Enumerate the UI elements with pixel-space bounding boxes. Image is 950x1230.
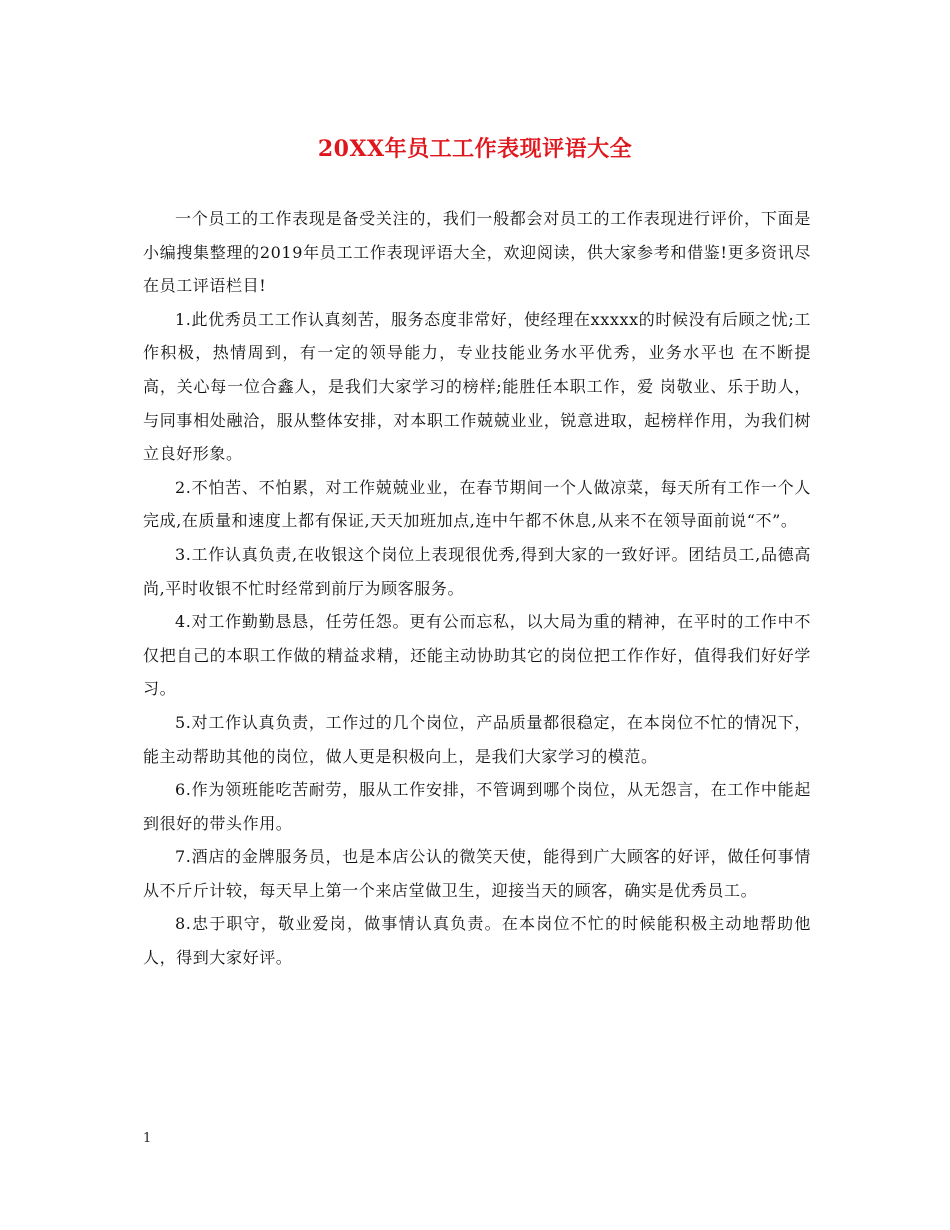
comment-paragraph-7: 7.酒店的金牌服务员，也是本店公认的微笑天使，能得到广大顾客的好评，做任何事情从不斤斤计较，每天早上第一个来店堂做卫生，迎接当天的顾客，确实是优秀员工。 — [143, 847, 811, 900]
intro-paragraph: 一个员工的工作表现是备受关注的，我们一般都会对员工的工作表现进行评价，下面是小编搜集整理的2019年员工工作表现评语大全，欢迎阅读，供大家参考和借鉴!更多资讯尽在员工评语栏目! — [143, 209, 811, 296]
comment-paragraph-4: 4.对工作勤勤恳恳，任劳任怨。更有公而忘私，以大局为重的精神，在平时的工作中不仅把自己的本职工作做的精益求精，还能主动协助其它的岗位把工作作好，值得我们好好学习。 — [143, 612, 811, 699]
page-number: 1 — [143, 1131, 152, 1146]
comment-paragraph-8: 8.忠于职守，敬业爱岗，做事情认真负责。在本岗位不忙的时候能积极主动地帮助他人，得到大家好评。 — [143, 914, 811, 968]
comment-paragraph-5: 5.对工作认真负责，工作过的几个岗位，产品质量都很稳定，在本岗位不忙的情况下，能主动帮助其他的岗位，做人更是积极向上，是我们大家学习的模范。 — [143, 712, 811, 766]
document-body — [143, 202, 811, 975]
document-title: 20XX年员工工作表现评语大全 — [317, 136, 633, 162]
comment-paragraph-3: 3.工作认真负责,在收银这个岗位上表现很优秀,得到大家的一致好评。团结员工,品德高尚,平时收银不忙时经常到前厅为顾客服务。 — [143, 544, 811, 598]
comment-paragraph-1: 1.此优秀员工工作认真刻苦，服务态度非常好，使经理在xxxxx的时候没有后顾之忧;工作积极，热情周到，有一定的领导能力，专业技能业务水平优秀，业务水平也 在不断提高，关心每一位合鑫人，是我们大家学习的榜样;能胜任本职工作，爱 岗敬业、乐于助人，与同事相处融洽，服从整体安排，对本职工作兢兢业业，锐意进取，起榜样作用，为我们树立良好形象。 — [143, 309, 811, 464]
comment-paragraph-6: 6.作为领班能吃苦耐劳，服从工作安排，不管调到哪个岗位，从无怨言，在工作中能起到很好的带头作用。 — [143, 780, 811, 833]
comment-paragraph-2: 2.不怕苦、不怕累，对工作兢兢业业，在春节期间一个人做凉菜，每天所有工作一个人完成,在质量和速度上都有保证,天天加班加点,连中午都不休息,从来不在领导面前说“不”。 — [143, 477, 811, 531]
